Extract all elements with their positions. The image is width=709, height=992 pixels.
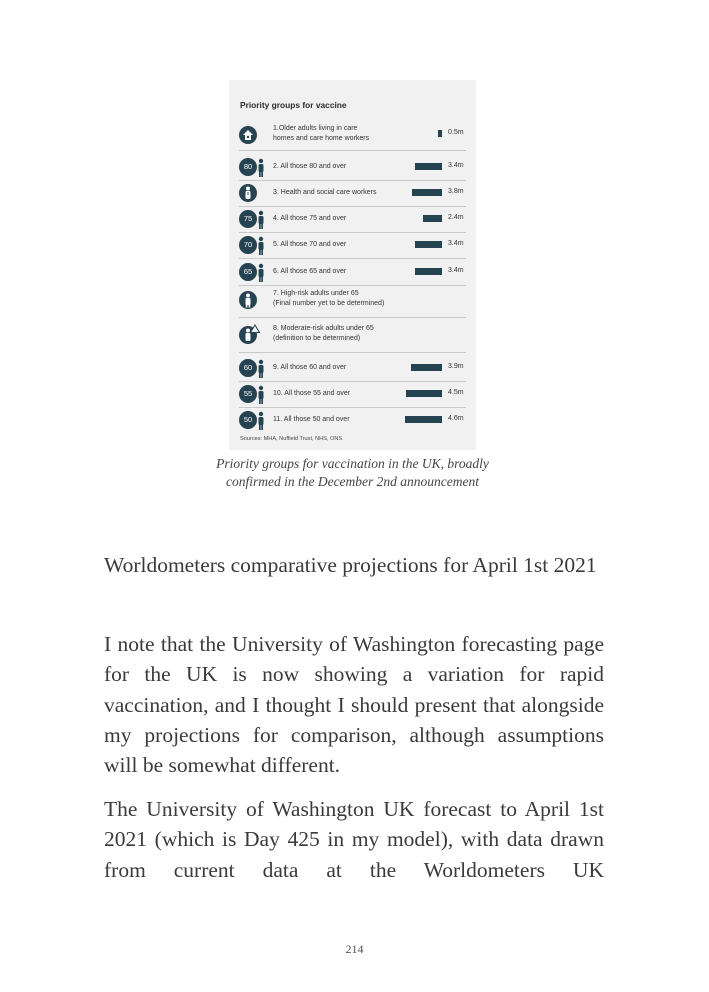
age-badge-number: 50 [243,415,253,424]
page-number: 214 [345,942,364,956]
population-bar [412,189,442,196]
population-bar [423,215,442,222]
age-badge-number: 55 [243,389,253,398]
priority-row-label: 9. All those 60 and over [273,364,347,371]
section-heading-paragraph: Worldometers comparative projections for April 1st 2021 [104,553,597,577]
row-separator [239,317,466,318]
priority-row [229,382,476,406]
population-bar [415,268,442,275]
health-worker-icon [239,182,266,204]
priority-row [229,260,476,284]
priority-row-label: 11. All those 50 and over [273,416,350,423]
population-bar [438,130,442,137]
figure-sources: Sources: MHA, Nuffield Trust, NHS, ONS [240,436,343,442]
person-icon [239,234,266,256]
priority-row-label: 3. Health and social care workers [273,189,377,196]
age-badge-number: 80 [243,162,253,171]
care-home-icon [239,124,266,146]
high-risk-person-icon [239,289,266,311]
population-value: 0.5m [448,129,464,136]
age-badge-number: 75 [243,214,253,223]
body-paragraph-2: The University of Washington UK forecast to April 1st 2021 (which is Day 425 in my model), with data drawn from current data at the Worldometers UK [104,797,604,882]
population-bar [415,241,442,248]
population-value: 3.4m [448,240,464,247]
priority-row-label: 1.Older adults living in care homes and care home workers [273,125,370,142]
population-value: 3.4m [448,267,464,274]
priority-row-label: 7. High-risk adults under 65 (Final number yet to be determined) [273,290,385,307]
person-icon [239,261,266,283]
priority-row [229,121,476,149]
priority-row [229,207,476,231]
row-separator [239,258,466,259]
priority-row [229,321,476,351]
population-value: 4.6m [448,415,464,422]
population-bar [415,163,442,170]
priority-row [229,181,476,205]
figure-caption: Priority groups for vaccination in the UK, broadly confirmed in the December 2nd announcement [216,456,489,489]
person-icon [239,208,266,230]
priority-row [229,408,476,432]
body-paragraph-1: I note that the University of Washington forecasting page for the UK is now showing a variation for rapid vaccination, and I thought I should present that alongside my projections for comparison, although assumptions will be somewhat different. [104,632,604,778]
population-value: 4.5m [448,389,464,396]
person-icon [239,409,266,431]
priority-row-label: 5. All those 70 and over [273,241,347,248]
population-value: 2.4m [448,214,464,221]
age-badge-number: 70 [243,240,253,249]
person-icon [239,156,266,178]
age-badge-number: 65 [243,267,253,276]
priority-row [229,286,476,316]
priority-row-label: 8. Moderate-risk adults under 65 (definition to be determined) [273,325,374,342]
population-bar [405,416,442,423]
person-icon [239,357,266,379]
person-icon [239,383,266,405]
figure-title: Priority groups for vaccine [240,100,347,110]
row-separator [239,150,466,151]
row-separator [239,352,466,353]
priority-row [229,356,476,380]
population-bar [411,364,442,371]
population-value: 3.4m [448,162,464,169]
population-bar [406,390,442,397]
moderate-risk-people-icon [239,324,266,346]
priority-row-label: 10. All those 55 and over [273,390,351,397]
age-badge-number: 60 [243,363,253,372]
population-value: 3.8m [448,188,464,195]
population-value: 3.9m [448,363,464,370]
priority-row [229,155,476,179]
priority-row [229,233,476,257]
priority-row-label: 4. All those 75 and over [273,215,347,222]
priority-row-label: 2. All those 80 and over [273,163,347,170]
priority-groups-figure [229,80,476,450]
priority-row-label: 6. All those 65 and over [273,268,347,275]
